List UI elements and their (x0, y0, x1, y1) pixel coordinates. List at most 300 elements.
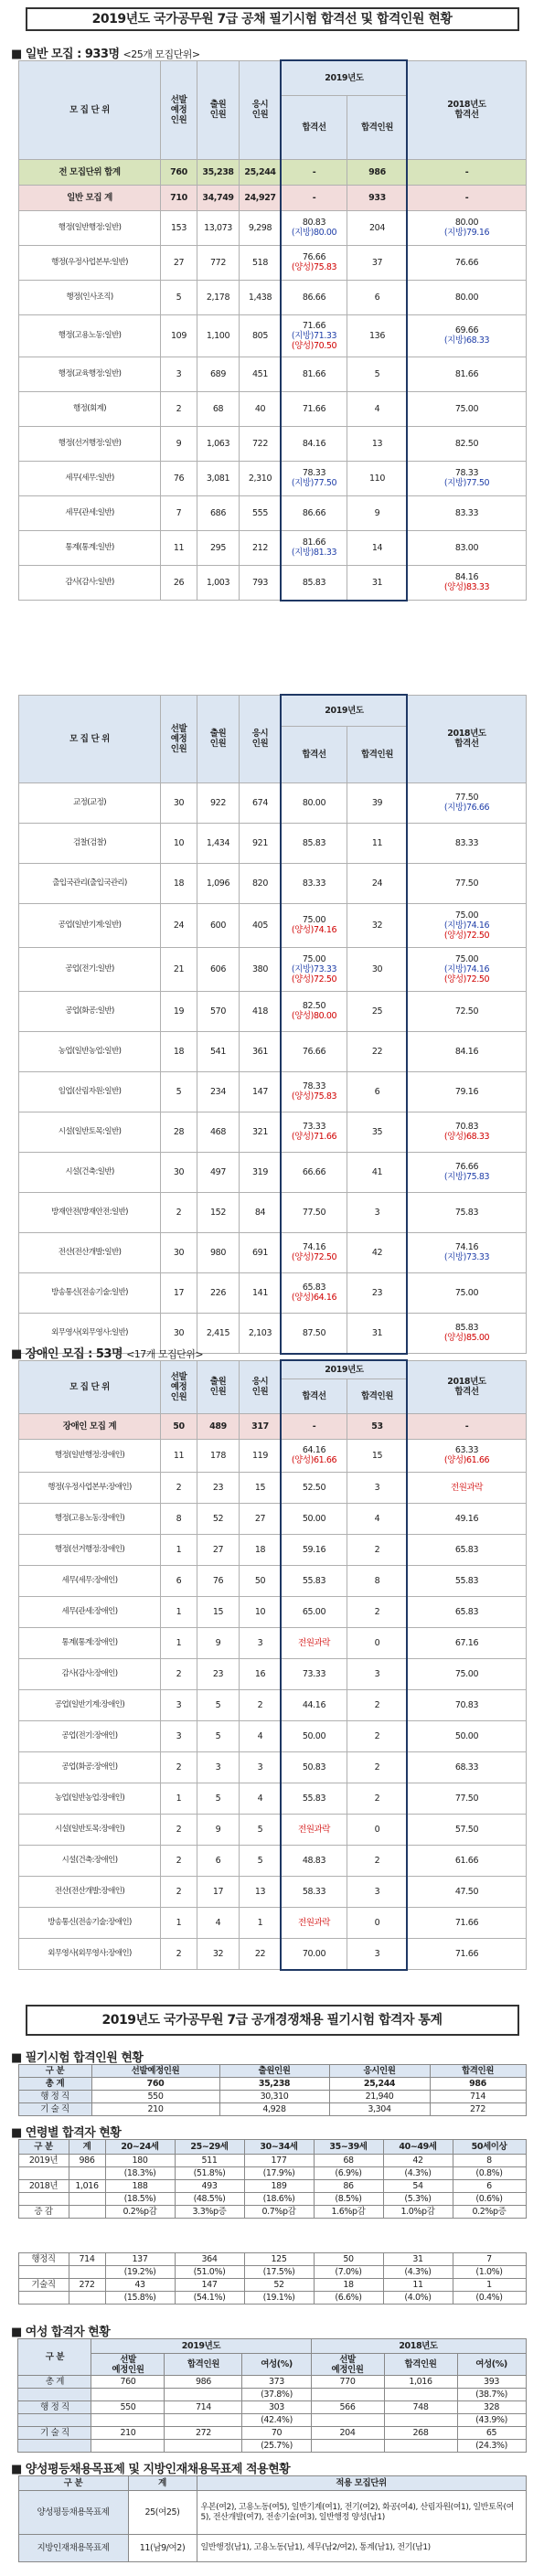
cut-cell (282, 1720, 347, 1751)
cut-line: 50.00 (302, 1513, 326, 1524)
unit-cell: 감사(감사:일반) (19, 565, 161, 600)
stat-cell: 714 (430, 2091, 526, 2103)
stat-cell: (54.1%) (175, 2292, 244, 2305)
quota-cell: 2 (161, 391, 197, 426)
y2018-cell (408, 1814, 527, 1845)
cut-line: (양성)61.66 (291, 1455, 337, 1466)
y2018-line: 77.50 (454, 1793, 479, 1804)
stat-cell: 770 (311, 2376, 384, 2389)
y2018-line: (양성)68.33 (443, 1132, 490, 1143)
stat-cell: 493 (175, 2180, 244, 2193)
y2018-cell (408, 1192, 527, 1232)
stat-cell: (8.5%) (314, 2193, 383, 2206)
unit-cell: 시설(건축:장애인) (19, 1845, 161, 1876)
cut-line: (양성)70.50 (291, 340, 337, 351)
stat-cell: 0.7%p감 (244, 2206, 314, 2219)
summary-quota: 50 (161, 1413, 197, 1439)
passed-cell: 4 (347, 391, 408, 426)
quota-cell: 2 (161, 1845, 197, 1876)
unit-cell: 행정(우정사업본부:일반) (19, 245, 161, 280)
quota-cell: 18 (161, 1031, 197, 1071)
took-cell: 13 (240, 1876, 282, 1907)
stat-row (18, 2167, 526, 2180)
stat-row (18, 2427, 526, 2440)
passed-cell: 2 (347, 1783, 408, 1814)
quota-cell: 8 (161, 1503, 197, 1534)
took-cell: 4 (240, 1720, 282, 1751)
applied-cell: 6 (197, 1845, 240, 1876)
col-took-header: 응시 인원 (240, 61, 282, 160)
quota-cell: 1 (161, 1907, 197, 1938)
passed-cell: 4 (347, 1503, 408, 1534)
stat-cell: 0.2%p감 (105, 2206, 175, 2219)
cut-line: (지방)81.33 (291, 548, 337, 559)
cut-line: 55.83 (302, 1575, 326, 1586)
table-row (19, 1472, 527, 1503)
passed-cell: 14 (347, 530, 408, 565)
unit-cell: 행정(일반행정:일반) (19, 210, 161, 245)
passed-cell: 13 (347, 426, 408, 461)
y2018-cell (408, 1565, 527, 1596)
summary-quota: 710 (161, 185, 197, 210)
took-cell: 27 (240, 1503, 282, 1534)
applied-cell: 13,073 (197, 210, 240, 245)
cut-line: (양성)72.50 (291, 1252, 337, 1263)
took-cell: 1 (240, 1907, 282, 1938)
cut-line: 58.33 (302, 1886, 326, 1897)
applied-cell: 5 (197, 1720, 240, 1751)
quota-cell: 5 (161, 1071, 197, 1112)
cut-cell (282, 1658, 347, 1689)
stat-cell: 총 계 (18, 2376, 91, 2389)
applied-cell: 1,100 (197, 314, 240, 357)
cut-line: 82.50 (302, 1001, 326, 1012)
y2018-line: 74.16 (454, 1242, 479, 1253)
table-row (19, 245, 527, 280)
cut-line: 75.00 (302, 953, 326, 964)
stat-cell: (25.7%) (242, 2440, 311, 2453)
cut-line: 73.33 (302, 1668, 326, 1679)
stat2-header: 50세이상 (453, 2140, 526, 2155)
y2018-cell (408, 495, 527, 530)
stat3-subheader: 여성(%) (457, 2354, 526, 2376)
quota-cell: 11 (161, 530, 197, 565)
unit-cell: 시설(건축:일반) (19, 1152, 161, 1192)
y2018-cell (408, 426, 527, 461)
y2018-line: (양성)72.50 (443, 930, 490, 941)
general-table-1 (18, 60, 526, 601)
stat-cell: 272 (69, 2279, 105, 2292)
quota-cell: 7 (161, 495, 197, 530)
cut-line: (양성)80.00 (291, 1011, 337, 1022)
stat-row (18, 2206, 526, 2219)
table-row (19, 1192, 527, 1232)
table-row (19, 1814, 527, 1845)
took-cell: 15 (240, 1472, 282, 1503)
y2018-cell (408, 903, 527, 947)
table-row (19, 1627, 527, 1658)
stat-cell: 2018년 (18, 2180, 69, 2193)
y2018-cell (408, 1627, 527, 1658)
cut-cell (282, 782, 347, 823)
table-row (19, 426, 527, 461)
y2018-cell (408, 530, 527, 565)
y2018-cell (408, 210, 527, 245)
stat-cell (18, 2292, 69, 2305)
y2018-line: 70.83 (454, 1122, 479, 1133)
cut-line: 44.16 (302, 1699, 326, 1710)
cut-line: 85.83 (302, 577, 326, 588)
stat-cell: 30,310 (219, 2091, 329, 2103)
unit-cell: 행정(교육행정:일반) (19, 357, 161, 391)
took-cell: 3 (240, 1751, 282, 1783)
stat-cell: 393 (457, 2376, 526, 2389)
stat-cell (69, 2206, 105, 2219)
header-row (19, 696, 527, 727)
stat-cell: (4.3%) (383, 2266, 453, 2279)
cut-cell (282, 947, 347, 991)
cut-line: (양성)71.66 (291, 1132, 337, 1143)
stat-cell: 3.3%p증 (175, 2206, 244, 2219)
passed-cell: 30 (347, 947, 408, 991)
took-cell: 820 (240, 863, 282, 903)
passed-cell: 22 (347, 1031, 408, 1071)
stat2-header: 구 분 (18, 2140, 69, 2155)
stat-cell: (6.9%) (314, 2167, 383, 2180)
cut-line: 55.83 (302, 1793, 326, 1804)
unit-cell: 통계(통계:장애인) (19, 1627, 161, 1658)
took-cell: 5 (240, 1814, 282, 1845)
stat-row (18, 2292, 526, 2305)
stat-cell: 210 (91, 2103, 219, 2116)
summary-applied: 35,238 (197, 159, 240, 185)
cut-line: 71.66 (302, 403, 326, 414)
quota-cell: 2 (161, 1876, 197, 1907)
stat4-type: 지방인재채용목표제 (18, 2535, 128, 2562)
stat-cell: 268 (384, 2427, 457, 2440)
quota-cell: 1 (161, 1783, 197, 1814)
stat-cell: 748 (384, 2401, 457, 2414)
stat-cell: (0.8%) (453, 2167, 526, 2180)
stat-cell (18, 2440, 91, 2453)
col-2019-header: 2019년도 (282, 696, 408, 727)
stat-cell: 328 (457, 2401, 526, 2414)
col-passed-header: 합격인원 (347, 1379, 408, 1414)
passed-cell: 6 (347, 1071, 408, 1112)
cut-line: (양성)72.50 (291, 974, 337, 985)
quota-cell: 2 (161, 1472, 197, 1503)
quota-cell: 153 (161, 210, 197, 245)
table-row (19, 1031, 527, 1071)
applied-cell: 1,096 (197, 863, 240, 903)
summary-row (19, 159, 527, 185)
stat-cell (18, 2389, 91, 2401)
stat-cell (91, 2440, 165, 2453)
cut-line: (양성)75.83 (291, 262, 337, 273)
table-row (19, 280, 527, 314)
stat2-table-by-type (18, 2252, 527, 2305)
stat4-header: 구 분 (18, 2476, 128, 2491)
took-cell: 555 (240, 495, 282, 530)
stat-cell: 714 (69, 2253, 105, 2266)
summary-passed: 53 (347, 1413, 408, 1439)
stat-cell: (38.7%) (457, 2389, 526, 2401)
passed-cell: 39 (347, 782, 408, 823)
y2018-line: 75.00 (454, 910, 479, 921)
took-cell: 722 (240, 426, 282, 461)
stat-row (18, 2376, 526, 2389)
cut-cell (282, 991, 347, 1031)
unit-cell: 행정(일반행정:장애인) (19, 1439, 161, 1472)
cut-line: 52.50 (302, 1482, 326, 1493)
stat-row (18, 2193, 526, 2206)
table-row (19, 530, 527, 565)
stat-cell (384, 2389, 457, 2401)
stat-cell (311, 2389, 384, 2401)
y2018-cell (408, 1907, 527, 1938)
y2018-cell (408, 1071, 527, 1112)
general-2-grid (18, 695, 527, 1354)
cut-cell (282, 1751, 347, 1783)
col-2018-header: 2018년도 합격선 (408, 1361, 527, 1414)
unit-cell: 농업(일반농업:일반) (19, 1031, 161, 1071)
stat2-header: 40~49세 (383, 2140, 453, 2155)
passed-cell: 15 (347, 1439, 408, 1472)
y2018-line: 65.83 (454, 1606, 479, 1617)
y2018-line: 76.66 (454, 257, 479, 268)
y2018-line: 70.83 (454, 1699, 479, 1710)
took-cell: 40 (240, 391, 282, 426)
cut-cell (282, 357, 347, 391)
unit-cell: 시설(일반토목:장애인) (19, 1814, 161, 1845)
stat-cell: (24.3%) (457, 2440, 526, 2453)
cut-line: 65.00 (302, 1606, 326, 1617)
cut-cell (282, 565, 347, 600)
applied-cell: 606 (197, 947, 240, 991)
cut-line: 75.00 (302, 915, 326, 926)
unit-cell: 임업(산림자원:일반) (19, 1071, 161, 1112)
stat-cell (69, 2292, 105, 2305)
took-cell: 3 (240, 1627, 282, 1658)
passed-cell: 3 (347, 1938, 408, 1969)
unit-cell: 교정(교정) (19, 782, 161, 823)
col-2019-header: 2019년도 (282, 1361, 408, 1379)
applied-cell: 3 (197, 1751, 240, 1783)
quota-cell: 76 (161, 461, 197, 495)
stat3-subheader: 여성(%) (242, 2354, 311, 2376)
stat4-header: 적용 모집단위 (197, 2476, 526, 2491)
cut-cell (282, 1565, 347, 1596)
passed-cell: 8 (347, 1565, 408, 1596)
y2018-cell (408, 1720, 527, 1751)
stat-cell: (6.6%) (314, 2292, 383, 2305)
quota-cell: 9 (161, 426, 197, 461)
table-row (19, 1658, 527, 1689)
stat-cell: 1.0%p감 (383, 2206, 453, 2219)
cut-cell (282, 1814, 347, 1845)
stat-cell: (18.5%) (105, 2193, 175, 2206)
applied-cell: 178 (197, 1439, 240, 1472)
cut-cell (282, 1534, 347, 1565)
took-cell: 805 (240, 314, 282, 357)
took-cell: 674 (240, 782, 282, 823)
stat-cell: 177 (244, 2155, 314, 2167)
cut-cell (282, 1112, 347, 1152)
passed-cell: 2 (347, 1689, 408, 1720)
table-row (19, 1845, 527, 1876)
stat-cell: 70 (242, 2427, 311, 2440)
stat-cell: 기 술 직 (18, 2103, 91, 2116)
quota-cell: 3 (161, 1720, 197, 1751)
stat3-subheader: 선발 예정인원 (311, 2354, 384, 2376)
applied-cell: 2,178 (197, 280, 240, 314)
quota-cell: 6 (161, 1565, 197, 1596)
quota-cell: 2 (161, 1751, 197, 1783)
stat-cell: 986 (165, 2376, 242, 2389)
stat2-table (18, 2139, 527, 2219)
quota-cell: 30 (161, 782, 197, 823)
stat-cell: 54 (383, 2180, 453, 2193)
applied-cell: 541 (197, 1031, 240, 1071)
applied-cell: 497 (197, 1152, 240, 1192)
col-passed-header: 합격인원 (347, 726, 408, 782)
stat4-units: 일반행정(남1), 고용노동(남1), 세무(남2/여2), 통계(남1), 전기(남1) (197, 2535, 526, 2562)
took-cell: 921 (240, 823, 282, 863)
cut-line: 80.83 (302, 218, 326, 229)
y2018-line: (지방)68.33 (443, 335, 490, 346)
applied-cell: 234 (197, 1071, 240, 1112)
stat-cell: 총 계 (18, 2078, 91, 2091)
passed-cell: 3 (347, 1192, 408, 1232)
stat-cell: 272 (165, 2427, 242, 2440)
summary-unit: 전 모집단위 합계 (19, 159, 161, 185)
y2018-cell (408, 357, 527, 391)
cut-cell (282, 1439, 347, 1472)
passed-cell: 2 (347, 1534, 408, 1565)
stat-cell: 52 (244, 2279, 314, 2292)
unit-cell: 행정(고용노동:장애인) (19, 1503, 161, 1534)
cut-line: 83.33 (302, 878, 326, 889)
quota-cell: 2 (161, 1658, 197, 1689)
cut-line: 50.00 (302, 1730, 326, 1741)
cut-cell (282, 863, 347, 903)
y2018-line: 84.16 (454, 1046, 479, 1057)
y2018-line: 75.00 (454, 1287, 479, 1298)
summary-unit: 장애인 모집 계 (19, 1413, 161, 1439)
page-title-box (26, 7, 519, 31)
y2018-cell (408, 1112, 527, 1152)
cut-cell (282, 391, 347, 426)
applied-cell: 922 (197, 782, 240, 823)
applied-cell: 9 (197, 1814, 240, 1845)
quota-cell: 2 (161, 1814, 197, 1845)
quota-cell: 1 (161, 1534, 197, 1565)
applied-cell: 600 (197, 903, 240, 947)
unit-cell: 외무영사(외무영사:장애인) (19, 1938, 161, 1969)
stat3-header: 구 분 (18, 2339, 91, 2376)
cut-cell (282, 314, 347, 357)
took-cell: 451 (240, 357, 282, 391)
stat-cell: 760 (91, 2376, 165, 2389)
y2018-cell (408, 314, 527, 357)
cut-cell (282, 1596, 347, 1627)
col-applied-header: 출원 인원 (197, 696, 240, 783)
stat4-row (18, 2491, 526, 2535)
unit-cell: 행정(우정사업본부:장애인) (19, 1472, 161, 1503)
stat-cell: (43.9%) (457, 2414, 526, 2427)
stat-cell: 11 (383, 2279, 453, 2292)
stat-cell: 증 감 (18, 2206, 69, 2219)
cut-line: 87.50 (302, 1327, 326, 1338)
took-cell: 793 (240, 565, 282, 600)
y2018-line: 83.33 (454, 837, 479, 848)
col-unit-header: 모 집 단 위 (19, 696, 161, 783)
stat-row (18, 2440, 526, 2453)
unit-cell: 세무(관세:장애인) (19, 1596, 161, 1627)
summary-took: 24,927 (240, 185, 282, 210)
unit-cell: 농업(일반농업:장애인) (19, 1783, 161, 1814)
y2018-cell (408, 1031, 527, 1071)
stat-cell: 364 (175, 2253, 244, 2266)
y2018-line: (지방)73.33 (443, 1252, 490, 1263)
passed-cell: 9 (347, 495, 408, 530)
stat-cell: (19.2%) (105, 2266, 175, 2279)
stat2-header: 25~29세 (175, 2140, 244, 2155)
y2018-line: 47.50 (454, 1886, 479, 1897)
quota-cell: 18 (161, 863, 197, 903)
stat-cell: 1,016 (69, 2180, 105, 2193)
took-cell: 119 (240, 1439, 282, 1472)
stats-title-box (26, 2005, 519, 2036)
quota-cell: 1 (161, 1627, 197, 1658)
y2018-cell (408, 1232, 527, 1272)
table-row (19, 823, 527, 863)
y2018-cell (408, 1845, 527, 1876)
summary-y2018: - (408, 159, 527, 185)
y2018-cell (408, 1152, 527, 1192)
stat-cell: 2019년 (18, 2155, 69, 2167)
stat4-table (18, 2475, 527, 2562)
stat-cell: 8 (453, 2155, 526, 2167)
table-row (19, 1152, 527, 1192)
unit-cell: 공업(일반기계:일반) (19, 903, 161, 947)
stat-cell (384, 2414, 457, 2427)
y2018-cell (408, 1503, 527, 1534)
quota-cell: 21 (161, 947, 197, 991)
stat-cell: (15.8%) (105, 2292, 175, 2305)
passed-cell: 2 (347, 1751, 408, 1783)
unit-cell: 방송통신(전송기술:장애인) (19, 1907, 161, 1938)
col-passed-header: 합격인원 (347, 95, 408, 159)
unit-cell: 공업(화공:장애인) (19, 1751, 161, 1783)
col-quota-header: 선발 예정 인원 (161, 61, 197, 160)
stat-cell: 7 (453, 2253, 526, 2266)
took-cell: 141 (240, 1272, 282, 1313)
passed-cell: 2 (347, 1596, 408, 1627)
quota-cell: 3 (161, 357, 197, 391)
cut-line: 전원과락 (297, 1917, 331, 1928)
y2018-line: (양성)85.00 (443, 1333, 490, 1344)
summary-row (19, 185, 527, 210)
y2018-cell (408, 280, 527, 314)
stat-cell: 550 (91, 2091, 219, 2103)
cut-line: 86.66 (302, 292, 326, 303)
cut-line: 71.66 (302, 320, 326, 331)
stat3-subheader: 합격인원 (165, 2354, 242, 2376)
y2018-cell (408, 1783, 527, 1814)
table-row (19, 1907, 527, 1938)
unit-cell: 검찰(검찰) (19, 823, 161, 863)
